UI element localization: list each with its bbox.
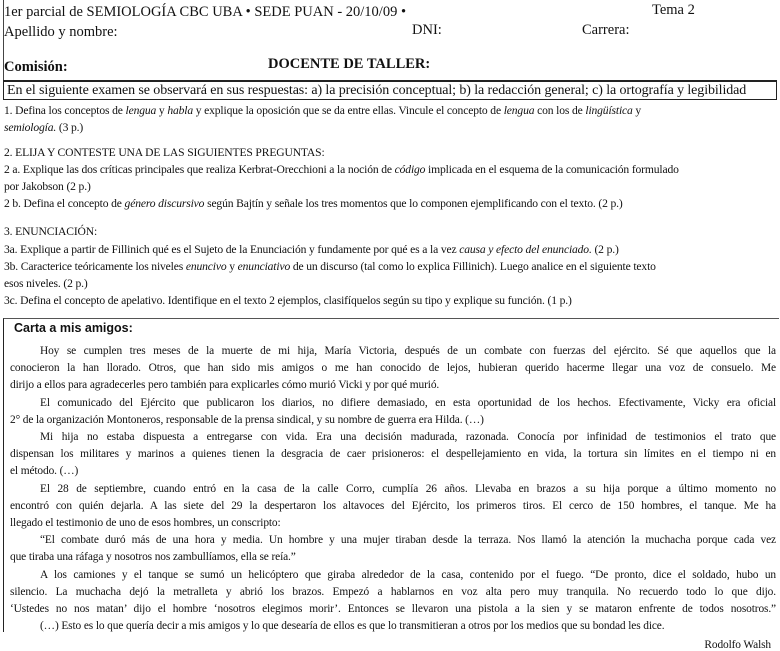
tema-label: Tema 2 (652, 2, 695, 18)
letter-title: Carta a mis amigos: (14, 321, 133, 335)
comision-label: Comisión: (4, 59, 68, 75)
text-segment: y (226, 260, 238, 273)
letter-line: 2° de la organización Montoneros, responsable de la prensa sindical, y su nombre de guerra era Hilda. (…) (10, 413, 484, 426)
text-segment: por Jakobson (2 p.) (4, 180, 91, 193)
letter-line: que tiraba una ráfaga y nosotros nos zambullíamos, ella se reía.” (10, 551, 296, 564)
letter-signature: Rodolfo Walsh (704, 639, 771, 651)
letter-line: ‘Ustedes no nos matan’ dijo el hombre ‘nosotros elegimos morir’. Entonces se llevaron una pistola a la sien y se mataron enfrente de todos nosotros.” (10, 603, 776, 615)
text-segment: lengua (125, 104, 157, 117)
question-2-heading (4, 146, 776, 159)
text-segment: (2 p.) (591, 243, 619, 256)
letter-line: “El combate duró más de una hora y media. Un hombre y una mujer tiraban desde la terraza. Nos llamó la atención la muchacha porque cada vez (40, 534, 776, 547)
text-segment: causa y efecto del enunciado. (459, 243, 592, 256)
text-segment: con los de (534, 104, 586, 117)
text-segment: 3. ENUNCIACIÓN: (4, 225, 98, 238)
text-segment: implicada en el esquema de la comunicación formulado (425, 163, 679, 176)
text-segment: lingüística (585, 104, 633, 117)
question-3a (4, 243, 776, 256)
letter-line: el método. (…) (10, 465, 79, 478)
text-segment: género discursivo (124, 197, 205, 210)
text-segment: 3c. Defina el concepto de apelativo. Identifique en el texto 2 ejemplos, clasifíquelos según su tipo y explique su función. (1 p.) (4, 294, 572, 307)
criteria-box (3, 80, 777, 100)
exam-title: 1er parcial de SEMIOLOGÍA CBC UBA • SEDE PUAN - 20/10/09 • (4, 4, 407, 20)
question-1 (4, 104, 776, 117)
text-segment: enuncivo (185, 260, 227, 273)
text-segment: 1. Defina los conceptos de (4, 104, 126, 117)
question-3b (4, 260, 776, 273)
letter-line: (…) Esto es lo que quería decir a mis amigos y lo que desearía de ellos es que lo transmitieran a otros por los medios que su bondad les dice. (40, 620, 665, 632)
text-segment: semiología. (4, 121, 57, 134)
text-segment: 3a. Explique a partir de Fillinich qué es el Sujeto de la Enunciación y fundamente por qué es a la vez (4, 243, 460, 256)
text-segment: 2 b. Defina el concepto de (4, 197, 125, 210)
name-label: Apellido y nombre: (4, 24, 118, 40)
docente-label: DOCENTE DE TALLER: (268, 56, 431, 72)
text-segment: esos niveles. (2 p.) (4, 277, 88, 290)
letter-line: El 28 de septiembre, cuando entró en la casa de la calle Corro, cumplía 26 años. Llevaba en brazos a su hija porque a último momento no (40, 482, 776, 495)
carrera-label: Carrera: (582, 22, 630, 38)
letter-line: dispensan los militares y marinos a quienes tienen la desgracia de caer prisioneros: el despellejamiento en vida, la tortura sin límites en el tiempo ni en (10, 448, 776, 461)
letter-line: silencio. La muchacha dejó la metralleta y abrió los brazos. Empezó a hablarnos en voz alta pero muy tranquila. No recuerdo todo lo que dijo. (10, 585, 776, 598)
question-3b-cont (4, 277, 776, 290)
text-segment: (3 p.) (56, 121, 84, 134)
letter-line: encontró con quién dejarla. A las siete del 29 la despertaron los altavoces del Ejército, los primeros tiros. El cerco de 150 hombres, el tanque. Me ha (10, 499, 776, 512)
text-segment: 2 a. Explique las dos críticas principales que realiza Kerbrat-Orecchioni a la noción de (4, 163, 395, 176)
question-3-heading (4, 225, 776, 238)
letter-line: conocieron la han llorado. Otros, que han sido mis amigos o me han conocido de lejos, hubieran querido hacerme llegar una voz de consuelo. Me (10, 362, 776, 375)
question-3c (4, 294, 776, 307)
letter-line: Hoy se cumplen tres meses de la muerte de mi hija, María Victoria, después de un combate con fuerzas del ejército. Sé que aquellos que la (40, 345, 776, 357)
letter-box (3, 318, 779, 651)
text-segment: 2. ELIJA Y CONTESTE UNA DE LAS SIGUIENTES PREGUNTAS: (4, 146, 325, 159)
text-segment: enunciativo (237, 260, 291, 273)
text-segment: 3b. Caracterice teóricamente los niveles (4, 260, 186, 273)
text-segment: código (394, 163, 426, 176)
header-border (3, 0, 4, 80)
letter-line: Mi hija no estaba dispuesta a entregarse con vida. Era una decisión madurada, razonada. Conocía por infinidad de testimonios el trato que (40, 431, 776, 443)
text-segment: según Bajtín y señale los tres momentos que lo componen ejemplificando con el texto. (2 p.) (204, 197, 623, 210)
question-1-cont (4, 121, 776, 134)
text-segment: habla (167, 104, 193, 117)
question-2b (4, 197, 776, 210)
dni-label: DNI: (412, 22, 442, 38)
question-2a-cont (4, 180, 776, 193)
text-segment: y (156, 104, 168, 117)
text-segment: y (632, 104, 642, 117)
letter-line: llegado el testimonio de uno de esos hombres, un conscripto: (10, 517, 281, 529)
letter-line: dirijo a ellos para agradecerles pero también para explicarles cómo murió Vicki y por qué murió. (10, 379, 440, 392)
text-segment: de un discurso (tal como lo explica Fillinich). Luego analice en el siguiente texto (290, 260, 656, 273)
criteria-text: En el siguiente examen se observará en sus respuestas: a) la precisión conceptual; b) la redacción general; c) la ortografía y legibilidad (7, 83, 747, 98)
letter-line: A los camiones y el tanque se sumó un helicóptero que giraba alrededor de la casa, contenido por el fuego. “De pronto, dice el soldado, hubo un (40, 568, 776, 581)
question-2a (4, 163, 776, 176)
text-segment: lengua (503, 104, 535, 117)
letter-line: El comunicado del Ejército que publicaron los diarios, no difiere demasiado, en esta oportunidad de los hechos. Efectivamente, Vicky era oficial (40, 396, 776, 409)
text-segment: y explique la oposición que se da entre ellas. Vincule el concepto de (193, 104, 504, 117)
